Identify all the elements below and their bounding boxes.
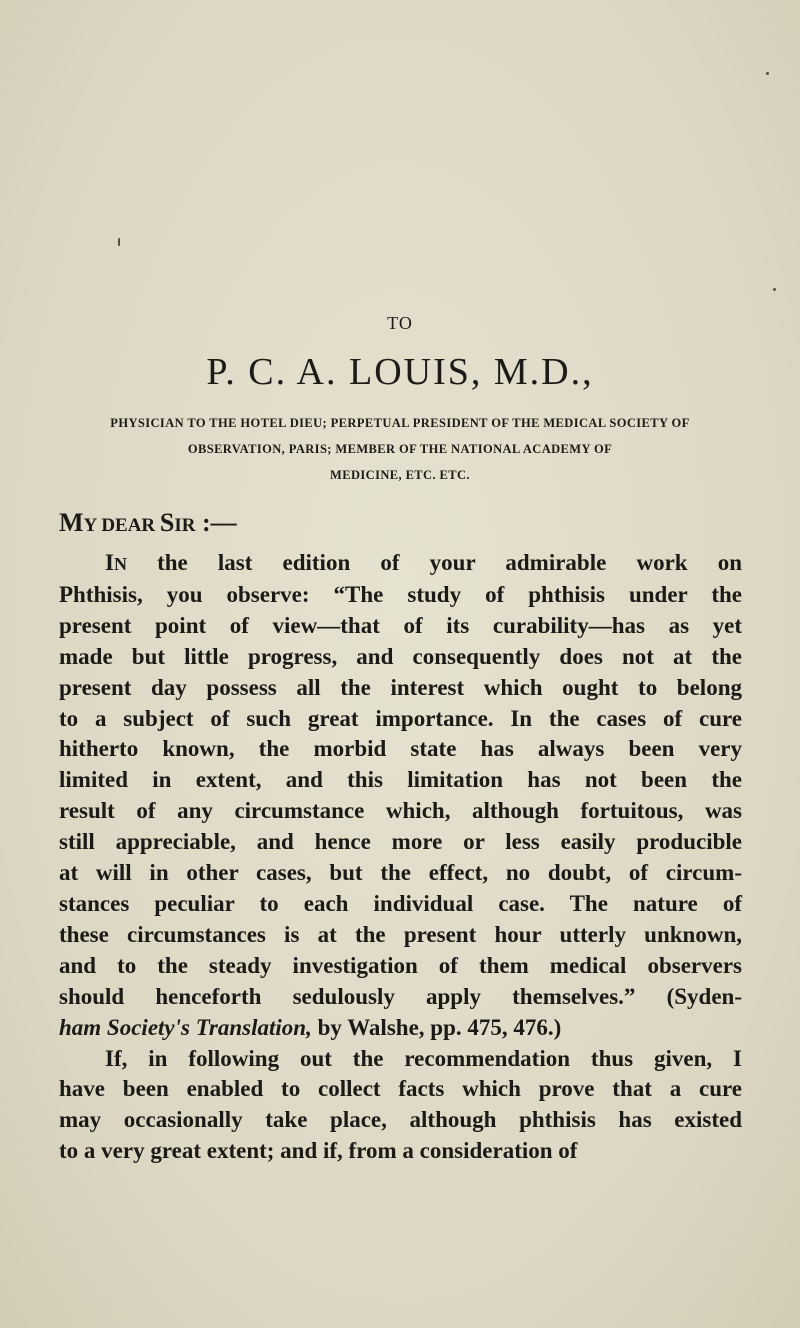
dedicatee-title-line: OBSERVATION, PARIS; MEMBER OF THE NATIONAL ACADEMY OF bbox=[187, 442, 613, 456]
text-line: present point of view—that of its curability—has as yet bbox=[59, 612, 742, 638]
text-line: still appreciable, and hence more or less easily producible bbox=[59, 829, 742, 855]
text-line: these circumstances is at the present hour utterly unknown, bbox=[59, 921, 742, 947]
paragraph-first-line-text: the last edition of your admirable work on bbox=[126, 550, 742, 575]
text-line: made but little progress, and consequently does not at the bbox=[59, 643, 742, 669]
salutation-s: S bbox=[159, 508, 175, 537]
text-line: have been enabled to collect facts which prove that a cure bbox=[59, 1076, 742, 1102]
salutation-smallcaps: Y DEAR bbox=[83, 515, 160, 536]
paragraph-first-line bbox=[59, 548, 742, 580]
dedicatee-name: P. C. A. LOUIS, M.D., bbox=[206, 351, 594, 393]
salutation-tail: :— bbox=[195, 508, 237, 537]
text-line: to a subject of such great importance. In the cases of cure bbox=[59, 705, 742, 731]
dedicatee-titles bbox=[60, 410, 740, 488]
text-line: at will in other cases, but the effect, no doubt, of circum- bbox=[59, 860, 742, 886]
dedicatee-title-line: PHYSICIAN TO THE HOTEL DIEU; PERPETUAL PRESIDENT OF THE MEDICAL SOCIETY OF bbox=[110, 416, 690, 430]
dedicatee-title-line: MEDICINE, ETC. ETC. bbox=[330, 468, 470, 482]
salutation-initial: M bbox=[59, 508, 84, 537]
text-line: result of any circumstance which, although fortuitous, was bbox=[59, 798, 742, 824]
ink-speck bbox=[766, 72, 769, 75]
ink-speck bbox=[118, 238, 120, 246]
text-line: should henceforth sedulously apply themselves.” (Syden- bbox=[59, 983, 742, 1009]
dedication-to: TO bbox=[387, 313, 413, 333]
text-line: hitherto known, the morbid state has always been very bbox=[59, 736, 742, 762]
salutation bbox=[59, 508, 237, 538]
text-line: and to the steady investigation of them medical observers bbox=[59, 952, 742, 978]
text-line: may occasionally take place, although phthisis has existed bbox=[59, 1107, 742, 1133]
ink-speck bbox=[773, 288, 776, 291]
text-line: to a very great extent; and if, from a consideration of bbox=[59, 1138, 578, 1164]
salutation-ir: IR bbox=[174, 515, 196, 536]
text-line: Phthisis, you observe: “The study of phthisis under the bbox=[59, 581, 742, 607]
text-line: stances peculiar to each individual case. The nature of bbox=[59, 890, 742, 916]
letter-body bbox=[59, 548, 742, 1167]
citation-title: ham Society's Translation, bbox=[59, 1014, 312, 1040]
citation-rest: by Walshe, pp. 475, 476.) bbox=[311, 1014, 562, 1040]
paragraph-initial-smallcaps: N bbox=[113, 554, 127, 574]
citation-line bbox=[59, 1013, 742, 1044]
paragraph-initial: I bbox=[105, 550, 114, 575]
paragraph-second-first-line: If, in following out the recommendation thus given, I bbox=[105, 1045, 742, 1071]
text-line: limited in extent, and this limitation has not been the bbox=[59, 767, 742, 793]
text-line: present day possess all the interest which ought to belong bbox=[59, 674, 742, 700]
